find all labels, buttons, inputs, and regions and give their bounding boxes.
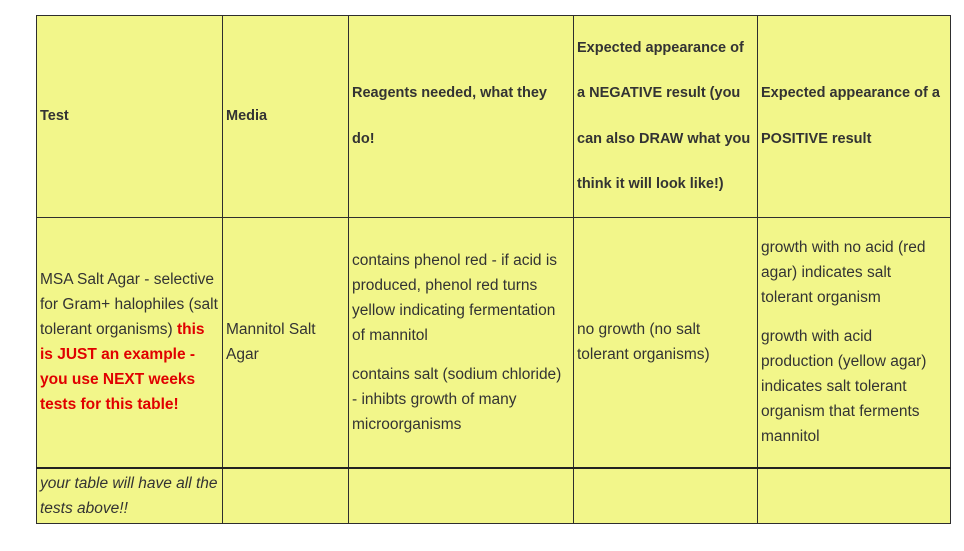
- footer-row: [37, 468, 951, 524]
- header-test: Test: [37, 16, 223, 218]
- header-positive-result: Expected appearance of a POSITIVE result: [758, 16, 951, 218]
- header-reagents: Reagents needed, what they do!: [349, 16, 574, 218]
- footer-empty-media-cell: [223, 468, 349, 524]
- lab-tests-table: [36, 15, 951, 524]
- example-media-cell: Mannitol Salt Agar: [223, 218, 349, 468]
- example-positive-cell: [758, 218, 951, 468]
- positive-no-acid: growth with no acid (red agar) indicates salt tolerant organism: [761, 239, 926, 307]
- example-test-cell: [37, 218, 223, 468]
- example-test-text: MSA Salt Agar - selective for Gram+ halophiles (salt tolerant organisms): [40, 271, 218, 339]
- example-reagents-cell: [349, 218, 574, 468]
- example-note: this is JUST an example - you use NEXT weeks tests for this table!: [40, 321, 205, 414]
- header-row: [37, 16, 951, 218]
- header-media: Media: [223, 16, 349, 218]
- positive-with-acid: growth with acid production (yellow agar) indicates salt tolerant organism that ferments mannitol: [761, 328, 927, 446]
- example-row: [37, 218, 951, 468]
- example-negative-cell: no growth (no salt tolerant organisms): [574, 218, 758, 468]
- header-negative-result: Expected appearance of a NEGATIVE result (you can also DRAW what you think it will look like!): [574, 16, 758, 218]
- footer-empty-negative-cell: [574, 468, 758, 524]
- reagent-phenol-red: contains phenol red - if acid is produced, phenol red turns yellow indicating fermentation of mannitol: [352, 251, 558, 344]
- footer-note-cell: your table will have all the tests above!!: [37, 468, 223, 524]
- reagent-salt: contains salt (sodium chloride) - inhibts growth of many microorganisms: [352, 365, 562, 433]
- footer-empty-reagents-cell: [349, 468, 574, 524]
- footer-empty-positive-cell: [758, 468, 951, 524]
